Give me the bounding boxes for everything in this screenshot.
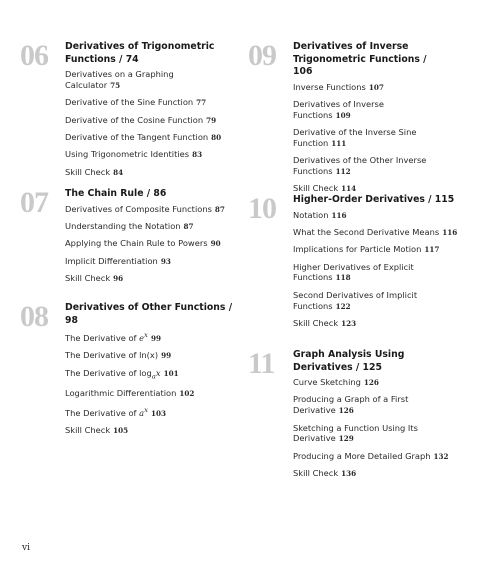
chapter-number: 06 [20,39,48,72]
chapter-title[interactable]: Graph Analysis Using Derivatives / 125 [293,349,405,373]
toc-entry[interactable]: Derivative of the Cosine Function 79 [65,114,217,125]
toc-entry[interactable]: Skill Check 105 [65,425,129,436]
chapter-title[interactable]: Derivatives of Other Functions / 98 [65,302,233,326]
toc-entry[interactable]: Second Derivatives of Implicit Functions 122 [293,289,418,311]
toc-entry[interactable]: Derivative of the Tangent Function 80 [65,131,222,142]
chapter-title[interactable]: Derivatives of Inverse Trigonometric Functions / 106 [293,41,427,77]
toc-entry[interactable]: Implications for Particle Motion 117 [293,244,440,255]
toc-entry[interactable]: Notation 116 [293,209,347,220]
toc-entry[interactable]: Logarithmic Differentiation 102 [65,387,195,398]
chapter-number: 07 [20,186,48,219]
toc-entry[interactable]: Applying the Chain Rule to Powers 90 [65,238,221,249]
toc-entry[interactable]: Producing a Graph of a First Derivative 126 [293,394,409,416]
toc-entry[interactable]: Curve Sketching 126 [293,377,379,387]
toc-entry[interactable]: Skill Check 114 [293,183,357,194]
toc-entry[interactable]: Skill Check 84 [65,166,124,177]
toc-entry[interactable]: Skill Check 96 [65,273,124,284]
chapter-number: 08 [20,300,48,333]
toc-entry[interactable]: Derivatives of Inverse Functions 109 [293,98,384,120]
toc-entry[interactable]: What the Second Derivative Means 116 [293,226,458,237]
chapter-number: 09 [248,39,276,72]
toc-entry[interactable]: The Derivative of ln(x) 99 [65,350,172,361]
toc-entry[interactable]: Sketching a Function Using Its Derivative 129 [293,422,418,444]
chapter-number: 10 [248,192,276,225]
toc-entry[interactable]: Derivatives on a Graphing Calculator 75 [65,69,174,90]
toc-entry[interactable]: Producing a More Detailed Graph 132 [293,450,449,461]
toc-entry[interactable]: The Derivative of $e^x$ 99 [65,331,161,343]
toc-entry[interactable]: Skill Check 136 [293,468,357,479]
toc-entry[interactable]: Using Trigonometric Identities 83 [65,149,203,160]
toc-entry[interactable]: Derivative of the Inverse Sine Function 111 [293,127,417,148]
chapter-title[interactable]: The Chain Rule / 86 [65,188,167,199]
chapter-title[interactable]: Derivatives of Trigonometric Functions / 74 [65,41,215,65]
toc-entry[interactable]: Understanding the Notation 87 [65,220,194,231]
toc-entry[interactable]: Skill Check 123 [293,318,357,329]
toc-entry[interactable]: Higher Derivatives of Explicit Functions 118 [293,261,414,283]
toc-entry[interactable]: Derivatives of Composite Functions 87 [65,203,225,214]
chapter-number: 11 [248,347,275,380]
toc-entry[interactable]: The Derivative of $a^x$ 103 [65,405,166,418]
page-number: vi [22,543,30,553]
toc-entry[interactable]: Derivative of the Sine Function 77 [65,97,207,108]
toc-entry[interactable]: Implicit Differentiation 93 [65,255,171,266]
toc-entry[interactable]: Derivatives of the Other Inverse Functions 112 [293,155,427,177]
chapter-title[interactable]: Higher-Order Derivatives / 115 [293,194,455,205]
toc-entry[interactable]: Inverse Functions 107 [293,81,384,92]
toc-entry[interactable]: The Derivative of $\log_ax$ 101 [65,367,179,381]
